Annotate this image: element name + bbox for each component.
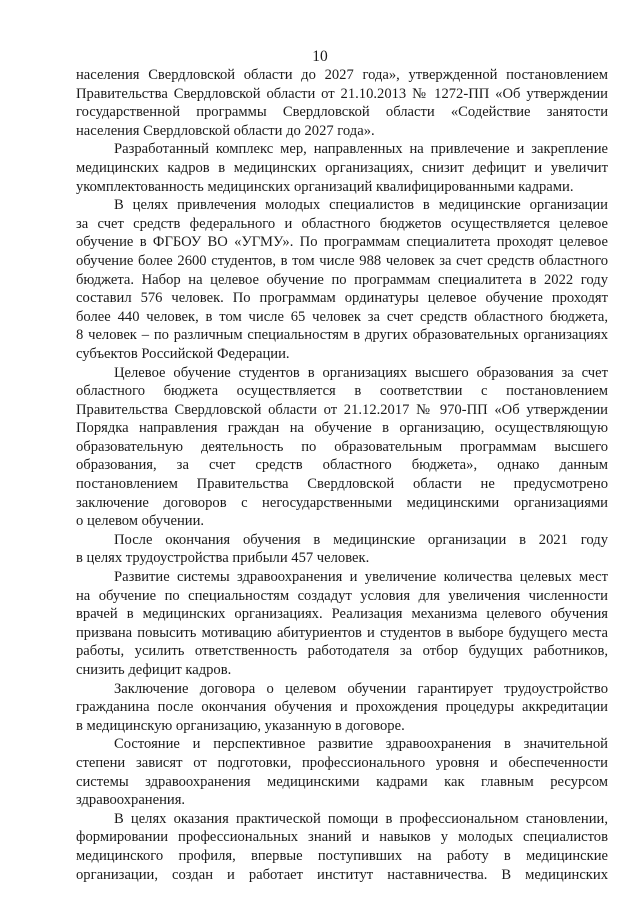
paragraph — [76, 735, 608, 809]
paragraph — [76, 196, 608, 363]
text-line: бюджета. Набор на целевое обучение по программам специалитета в 2022 году — [76, 271, 608, 288]
text-line: обучение в ФГБОУ ВО «УГМУ». По программам специалитета проходят целевое — [76, 234, 608, 251]
text-line: системы здравоохранения медицинскими кадрами как главным ресурсом — [76, 773, 608, 790]
text-line: субъектов Российской Федерации. — [76, 345, 290, 362]
text-line: населения Свердловской области до 2027 года», утвержденной постановлением — [76, 67, 608, 83]
text-line: образовательную деятельность по образовательным программам высшего — [76, 438, 608, 455]
text-line: в медицинскую организацию, указанную в договоре. — [76, 717, 405, 734]
paragraph — [76, 810, 608, 884]
text-line: на обучение по специальностям создадут условия для увеличения численности — [76, 587, 608, 604]
text-line: степени зависят от подготовки, профессионального уровня и обеспеченности — [76, 754, 608, 771]
text-line: составил 576 человек. По программам ординатуры целевое обучение проходят — [76, 290, 608, 307]
text-line: постановлением Правительства Свердловской области не предусмотрено — [76, 476, 608, 493]
text-line: Состояние и перспективное развитие здравоохранения в значительной — [114, 736, 608, 753]
text-line: Правительства Свердловской области от 21.12.2017 № 970-ПП «Об утверждении — [76, 401, 608, 418]
text-line: врачей в медицинских организациях. Реализация механизма целевого обучения — [76, 606, 608, 623]
paragraph — [76, 364, 608, 531]
text-line: в целях трудоустройства прибыли 457 человек. — [76, 550, 370, 567]
text-line: укомплектованность медицинских организаций квалифицированными кадрами. — [76, 178, 574, 195]
text-line: Порядка направления граждан на обучение в организацию, осуществляющую — [76, 420, 608, 437]
page-number: 10 — [312, 48, 328, 65]
text-line: После окончания обучения в медицинские организации в 2021 году — [114, 531, 608, 548]
text-line: организации, создан и работает институт наставничества. В медицинских — [76, 866, 608, 883]
text-line: снизить дефицит кадров. — [76, 662, 232, 678]
text-line: В целях оказания практической помощи в профессиональном становлении, — [114, 810, 608, 827]
paragraph — [76, 680, 608, 736]
text-line: о целевом обучении. — [76, 513, 205, 530]
paragraph — [76, 140, 608, 196]
text-line: гражданина после окончания обучения и прохождения процедуры аккредитации — [76, 699, 608, 716]
text-line: образования, за счет средств областного бюджета», однако данным — [76, 457, 608, 474]
text-line: областного бюджета осуществляется в соответствии с постановлением — [76, 383, 608, 400]
text-line: обучение более 2600 студентов, в том числе 988 человек за счет средств областного — [76, 252, 608, 269]
text-line: призвана повысить мотивацию абитуриентов и студентов в выборе будущего места — [76, 624, 608, 641]
text-line: Правительства Свердловской области от 21.10.2013 № 1272-ПП «Об утверждении — [76, 85, 608, 102]
text-line: населения Свердловской области до 2027 года». — [76, 122, 375, 139]
text-line: формировании профессиональных знаний и навыков у молодых специалистов — [76, 829, 608, 846]
text-line: государственной программы Свердловской области «Содействие занятости — [76, 104, 608, 121]
text-line: Заключение договора о целевом обучении гарантирует трудоустройство — [114, 680, 608, 697]
text-line: 8 человек – по различным специальностям в других образовательных организациях — [76, 327, 608, 344]
text-line: здравоохранения. — [76, 792, 186, 809]
text-line: медицинских кадров в медицинских организациях, снизит дефицит и увеличит — [76, 159, 608, 176]
paragraph — [76, 66, 608, 140]
text-line: медицинского профиля, впервые поступивших на работу в медицинские — [76, 847, 608, 864]
text-line: В целях привлечения молодых специалистов в медицинские организации — [114, 197, 608, 214]
text-line: Развитие системы здравоохранения и увеличение количества целевых мест — [114, 569, 608, 586]
text-line: Разработанный комплекс мер, направленных на привлечение и закрепление — [114, 141, 608, 158]
text-line: заключение договоров с негосударственными медицинскими организациями — [76, 494, 608, 511]
text-line: более 440 человек, в том числе 65 человек за счет средств областного бюджета, — [76, 308, 608, 325]
paragraph — [76, 568, 608, 680]
text-line: Целевое обучение студентов в организациях высшего образования за счет — [114, 364, 608, 381]
document-body — [76, 66, 608, 884]
text-line: работы, усилить ответственность работодателя за отбор будущих работников, — [76, 643, 608, 660]
text-line: за счет средств федерального и областного бюджетов осуществляется целевое — [76, 215, 608, 232]
paragraph — [76, 531, 608, 568]
